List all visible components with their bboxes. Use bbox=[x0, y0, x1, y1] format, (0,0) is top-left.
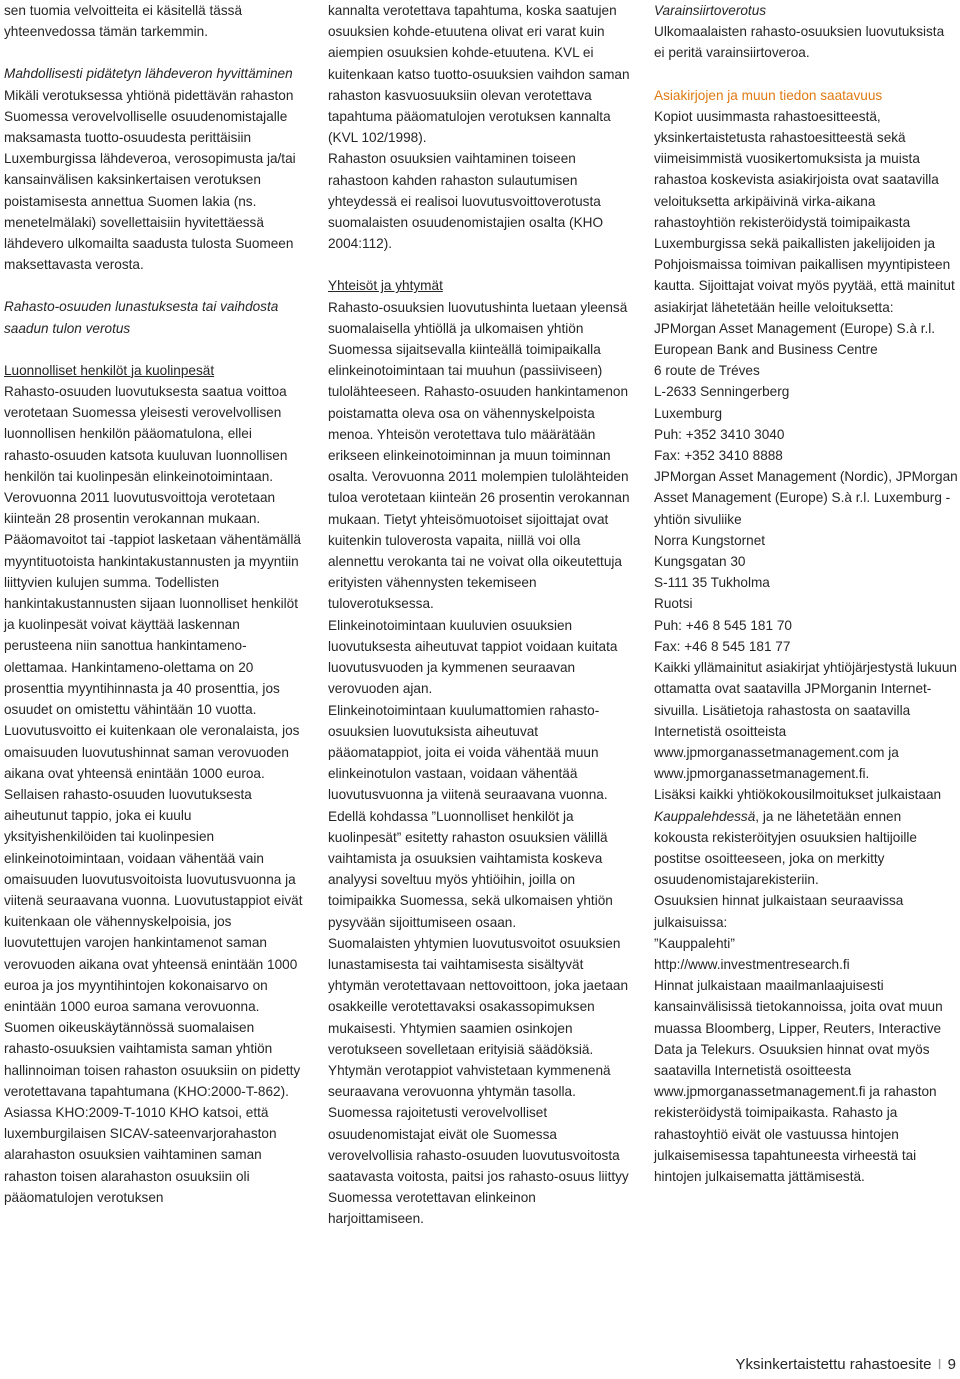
address-line: European Bank and Business Centre bbox=[654, 342, 878, 358]
footer-title: Yksinkertaistettu rahastoesite bbox=[735, 1356, 932, 1373]
subsection-heading: Yhteisöt ja yhtymät bbox=[328, 278, 443, 294]
footer-separator: I bbox=[937, 1356, 942, 1373]
section-heading: Varainsiirtoverotus bbox=[654, 3, 767, 18]
paragraph: Pääomavoitot tai -tappiot lasketaan vähentämällä myyntituotoista hankintakustannusten ja myyntiin liittyvien kulujen summa. Todellisten hankintakustannusten sijaan luonnolliset henkilöt ja kuolinpesät voivat käyttää laskennan perusteena niin sanottua hankintameno-olettamaa. Hankintameno-olettama on 20 prosenttia myyntihinnasta ja 40 prosenttia, jos osuudet on omistettu vähintään 10 vuotta. bbox=[4, 532, 301, 718]
paragraph: Kaikki yllämainitut asiakirjat yhtiöjärjestystä lukuun ottamatta ovat saatavilla JPMorganin Internet-sivuilla. Lisätietoja rahastosta on saatavilla Internetistä osoitteista www.jpmorganassetmanagement.com ja www.jpmorganassetmanagement.fi. bbox=[654, 660, 957, 782]
column-right bbox=[654, 0, 958, 1187]
paragraph: Luovutusvoitto ei kuitenkaan ole veronalaista, jos omaisuuden luovutushinnat saman verovuoden aikana ovat yhteensä enintään 1000 euroa. bbox=[4, 723, 300, 781]
paragraph: Kopiot uusimmasta rahastoesitteestä, yksinkertaistetusta rahastoesitteestä sekä viimeisimmistä vuosikertomuksista ja muista rahastoa koskevista asiakirjoista ovat saatavilla veloituksetta arkipäivinä virka-aikana rahastoyhtiön rekisteröidystä toimipaikasta Luxemburgissa sekä paikallisten jakelijoiden ja Pohjoismaissa toimivan paikallisen myyntipisteen kautta. Sijoittajat voivat myös pyytää, että mainitut asiakirjat lähetetään heille veloituksetta: bbox=[654, 108, 955, 315]
paragraph: Edellä kohdassa ”Luonnolliset henkilöt ja kuolinpesät” esitetty rahaston osuuksien välillä vaihtamista ja osuuksien vaihtamista koskeva analyysi soveltuu myös yhtiöihin, joilla on toimipaikka Suomessa, sekä ulkomaisen yhtiön pysyvään sijoittumiseen osaan. bbox=[328, 808, 613, 930]
phone-line: Puh: +46 8 545 181 70 bbox=[654, 617, 792, 633]
address-line: Ruotsi bbox=[654, 596, 693, 612]
address-line: Luxemburg bbox=[654, 405, 723, 421]
paragraph: Rahasto-osuuden luovutuksesta saatua voittoa verotetaan Suomessa yleisesti verovelvollisen luonnollisen henkilön pääomatulona, ellei rahasto-osuuden katsota kuuluvan luonnollisen henkilön tai kuolinpesän elinkeinotoimintaan. Verovuonna 2011 luovutusvoittoja verotetaan kiinteän 28 prosentin verokannan mukaan. bbox=[4, 384, 288, 527]
address-block bbox=[654, 318, 958, 466]
address-line: S-111 35 Tukholma bbox=[654, 575, 770, 591]
text-run: Lisäksi kaikki yhtiökokousilmoitukset julkaistaan bbox=[654, 787, 942, 803]
column-left bbox=[4, 0, 304, 1208]
address-block bbox=[654, 530, 958, 657]
section-heading: Asiakirjojen ja muun tiedon saatavuus bbox=[654, 87, 883, 103]
address-line: Kungsgatan 30 bbox=[654, 554, 746, 570]
paragraph: JPMorgan Asset Management (Nordic), JPMorgan Asset Management (Europe) S.à r.l. Luxemburg -yhtiön sivuliike bbox=[654, 469, 958, 527]
section-heading: Rahasto-osuuden lunastuksesta tai vaihdosta saadun tulon verotus bbox=[4, 299, 279, 336]
paragraph: Sellaisen rahasto-osuuden luovutuksesta aiheutunut tappio, joka ei kuulu yksityishenkilöiden tai kuolinpesien elinkeinotoimintaan, voidaan vähentää vain omaisuuden luovutusvoitoista luovutusvuonna ja viitenä seuraavana vuonna. Luovutustappiot eivät kuitenkaan ole vähennyskelpoisia, jos luovutettujen varojen hankintamenot saman verovuoden aikana ovat yhteensä enintään 1000 euroa ja jos myyntihintojen kokonaisarvo on enintään 1000 euroa samana verovuonna. bbox=[4, 786, 303, 1014]
paragraph: Suomen oikeuskäytännössä suomalaisen rahasto-osuuksien vaihtamista saman yhtiön hallinnoiman toisen rahaston osuuksiin on pidetty verotettavana tapahtumana (KHO:2000-T-862). Asiassa KHO:2009-T-1010 KHO katsoi, että luxemburgilaisen SICAV-sateenvarjorahaston alarahaston osuuksien vaihtaminen saman rahaston toisen alarahaston osuuksiin oli pääomatulojen verotuksen bbox=[4, 1020, 301, 1205]
text-run: , ja ne lähetetään ennen kokousta rekisteröityjen osuuksien haltijoille postitse osoitteeseen, joka on merkitty osuudenomistajarekisteriin. bbox=[654, 808, 917, 888]
paragraph: Hinnat julkaistaan maailmanlaajuisesti kansainvälisissä tietokannoissa, joita ovat muun muassa Bloomberg, Lipper, Reuters, Interactive Data ja Telekurs. Osuuksien hinnat ovat myös saatavilla Internetistä osoitteesta www.jpmorganassetmanagement.fi ja rahaston rekisteröidystä toimipaikasta. Rahasto ja rahastoyhtiö eivät ole vastuussa hintojen julkaisemisessa tapahtuneesta virheestä tai hintojen julkaisematta jättämisestä. bbox=[654, 978, 943, 1184]
address-line: 6 route de Tréves bbox=[654, 363, 760, 379]
fax-line: Fax: +46 8 545 181 77 bbox=[654, 638, 791, 654]
paragraph: Osuuksien hinnat julkaistaan seuraavissa julkaisuissa: bbox=[654, 893, 904, 930]
column-middle bbox=[328, 0, 634, 1230]
paragraph: Elinkeinotoimintaan kuuluvien osuuksien luovutuksesta aiheutuvat tappiot voidaan kuitata luovutusvuoden ja kymmenen seuraavan verovuoden ajan. bbox=[328, 617, 618, 697]
subsection-heading: Luonnolliset henkilöt ja kuolinpesät bbox=[4, 362, 215, 378]
paragraph: Suomalaisten yhtymien luovutusvoitot osuuksien lunastamisesta tai vaihtamisesta sisältyvät yhtymän verotettavaan nettovoittoon, joka jaetaan osakkeille verotettavaksi osakassopimuksen mukaisesti. Yhtymien saamien osinkojen verotukseen sovelletaan erityisiä säädöksiä. Yhtymän verotappiot vahvistetaan kymmenenä seuraavana verovuonna yhtymän tasolla. bbox=[328, 935, 629, 1100]
fax-line: Fax: +352 3410 8888 bbox=[654, 448, 783, 464]
address-line: Norra Kungstornet bbox=[654, 532, 766, 548]
section-heading: Mahdollisesti pidätetyn lähdeveron hyvittäminen bbox=[4, 66, 293, 82]
paragraph: kannalta verotettava tapahtuma, koska saatujen osuuksien kohde-etuutena olivat eri varat kuin aiempien osuuksien kohde-etuutena. KVL ei kuitenkaan katso tuotto-osuuksien vaihdon saman rahaston kasvuosuuksiin olevan verotettava tapahtuma pääomatulojen verotuksen kannalta (KVL 102/1998). bbox=[328, 3, 630, 146]
address-line: JPMorgan Asset Management (Europe) S.à r.l. bbox=[654, 320, 936, 336]
url-text: http://www.investmentresearch.fi bbox=[654, 956, 850, 972]
address-line: L-2633 Senningerberg bbox=[654, 384, 790, 400]
paragraph bbox=[654, 784, 958, 890]
newspaper-name: Kauppalehdessä bbox=[654, 808, 756, 824]
page-footer bbox=[680, 1356, 956, 1373]
paragraph: Rahasto-osuuksien luovutushinta luetaan yleensä suomalaisella yhtiöllä ja ulkomaisen yhtiön Suomessa sijaitsevalla kiinteällä toimipaikalla elinkeinotoimintaan tai muuhun (passiiviseen) tulolähteeseen. Rahasto-osuuden hankintamenon poistamatta oleva osa on vähennyskelpoista menoa. Yhteisön verotettava tulo määrätään erikseen elinkeinotoiminnan ja muun toiminnan osalta. Verovuonna 2011 molempien tulolähteiden tuloa verotetaan kiinteän 26 prosentin verokannan mukaan. Tietyt yhteisömuotoiset sijoittajat ovat kuitenkin tuloverosta vapaita, niillä voi olla alennettu verokanta tai ne voivat olla oikeutettuja erityisten vähennysten tekemiseen tuloverotuksessa. bbox=[328, 299, 630, 612]
paragraph: Mikäli verotuksessa yhtiönä pidettävän rahaston Suomessa verovelvolliselle osuudenomistajalle maksamasta tuotto-osuudesta perittäisiin Luxemburgissa lähdeveroa, verosopimusta ja/tai kansainvälisen kaksinkertaisen verotuksen poistamisesta annettua Suomen lakia (ns. menetelmälaki) sovellettaisiin hyvitettäessä lähdevero ulkomailta saadusta tulosta Suomeen maksettavasta verosta. bbox=[4, 87, 296, 273]
paragraph: Ulkomaalaisten rahasto-osuuksien luovutuksista ei peritä varainsiirtoveroa. bbox=[654, 24, 945, 61]
page-number: 9 bbox=[947, 1356, 956, 1373]
paragraph: sen tuomia velvoitteita ei käsitellä tässä yhteenvedossa tämän tarkemmin. bbox=[4, 3, 243, 40]
publication-name: ”Kauppalehti” bbox=[654, 935, 735, 951]
phone-line: Puh: +352 3410 3040 bbox=[654, 426, 785, 442]
paragraph: Suomessa rajoitetusti verovelvolliset osuudenomistajat eivät ole Suomessa verovelvollisia rahasto-osuuden luovutusvoitosta saatavasta voitosta, paitsi jos rahasto-osuus liittyy Suomessa verotettavan elinkeinon harjoittamiseen. bbox=[328, 1105, 629, 1227]
paragraph: Elinkeinotoimintaan kuulumattomien rahasto-osuuksien luovutuksista aiheutuvat pääomatappiot, joita ei voida vähentää muun elinkeinotulon vastaan, voidaan vähentää luovutusvuonna ja viitenä seuraavana vuonna. bbox=[328, 702, 608, 803]
paragraph: Rahaston osuuksien vaihtaminen toiseen rahastoon kahden rahaston sulautumisen yhteydessä ei realisoi luovutusvoittoverotusta suomalaisten osuudenomistajien osalta (KHO 2004:112). bbox=[328, 151, 604, 252]
